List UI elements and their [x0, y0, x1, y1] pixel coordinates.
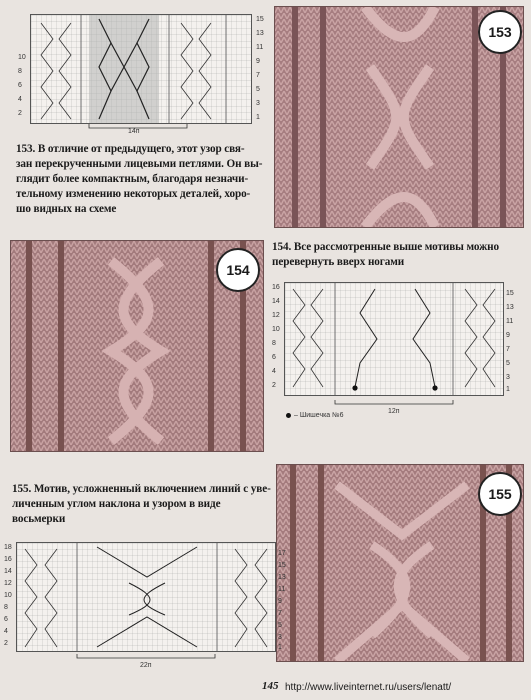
page-number: 145	[262, 680, 279, 692]
row-label: 11	[506, 318, 514, 325]
row-label: 11	[278, 586, 286, 593]
chart-154-width-label: 12п	[388, 408, 400, 415]
caption-154	[272, 240, 527, 270]
row-label: 10	[272, 326, 280, 333]
row-label: 4	[18, 96, 22, 103]
chart-155-width-bracket	[76, 654, 216, 660]
chart-153-width-bracket	[88, 124, 188, 130]
row-label: 2	[272, 382, 276, 389]
chart-154	[284, 282, 504, 396]
row-label: 9	[506, 332, 510, 339]
row-label: 3	[256, 100, 260, 107]
chart-154-row-labels-left	[272, 282, 284, 394]
caption-line: 154. Все рассмотренные выше мотивы можно	[272, 241, 499, 253]
row-label: 12	[272, 312, 280, 319]
row-label: 16	[272, 284, 280, 291]
chart-153-width-label: 14п	[128, 128, 140, 135]
caption-line: 155. Мотив, усложненный включением линий с уве-	[12, 483, 271, 495]
chart-154-legend	[286, 412, 344, 419]
row-label: 2	[18, 110, 22, 117]
row-label: 15	[256, 16, 264, 23]
row-label: 10	[4, 592, 12, 599]
row-label: 15	[278, 562, 286, 569]
row-label: 3	[506, 374, 510, 381]
row-label: 11	[256, 44, 264, 51]
row-label: 18	[4, 544, 12, 551]
row-label: 6	[18, 82, 22, 89]
row-label: 2	[4, 640, 8, 647]
bobble-stitch-icon	[286, 413, 291, 418]
chart-155	[16, 542, 276, 652]
chart-153-grid	[31, 15, 251, 123]
row-label: 7	[506, 346, 510, 353]
chart-154-row-labels-right	[506, 282, 520, 394]
row-label: 15	[506, 290, 514, 297]
chart-155-width-label: 22п	[140, 662, 152, 669]
badge-155: 155	[478, 472, 522, 516]
row-label: 17	[278, 550, 286, 557]
caption-line: тельному изменению некоторых деталей, хоро-	[16, 188, 251, 200]
row-label: 6	[4, 616, 8, 623]
chart-154-width-bracket	[334, 400, 454, 406]
row-label: 1	[256, 114, 260, 121]
row-label: 12	[4, 580, 12, 587]
row-label: 10	[18, 54, 26, 61]
caption-line: перевернуть вверх ногами	[272, 256, 405, 268]
row-label: 13	[256, 30, 264, 37]
row-label: 4	[4, 628, 8, 635]
row-label: 7	[278, 610, 282, 617]
row-label: 13	[278, 574, 286, 581]
row-label: 9	[278, 598, 282, 605]
caption-line: глядит более компактным, благодаря незначи-	[16, 173, 249, 185]
legend-text: – Шишечка №6	[294, 412, 344, 419]
row-label: 4	[272, 368, 276, 375]
row-label: 5	[256, 86, 260, 93]
chart-155-grid	[17, 543, 275, 651]
caption-155	[12, 482, 274, 527]
row-label: 14	[272, 298, 280, 305]
row-label: 6	[272, 354, 276, 361]
row-label: 7	[256, 72, 260, 79]
row-label: 8	[4, 604, 8, 611]
chart-153-row-labels-left	[18, 14, 30, 122]
chart-155-row-labels-right	[278, 542, 292, 650]
row-label: 16	[4, 556, 12, 563]
row-label: 8	[18, 68, 22, 75]
caption-line: 153. В отличие от предыдущего, этот узор свя-	[16, 143, 245, 155]
chart-153	[30, 14, 252, 124]
chart-155-row-labels-left	[4, 542, 16, 650]
badge-154: 154	[216, 248, 260, 292]
chart-154-grid	[285, 283, 503, 395]
caption-line: зан перекрученными лицевыми петлями. Он вы-	[16, 158, 263, 170]
row-label: 8	[272, 340, 276, 347]
row-label: 5	[278, 622, 282, 629]
badge-153: 153	[478, 10, 522, 54]
caption-line: личенным углом наклона и узором в виде восьмерки	[12, 498, 221, 525]
row-label: 5	[506, 360, 510, 367]
row-label: 13	[506, 304, 514, 311]
caption-153	[16, 142, 271, 217]
caption-line: шо видных на схеме	[16, 203, 117, 215]
row-label: 14	[4, 568, 12, 575]
row-label: 1	[278, 644, 282, 651]
row-label: 3	[278, 634, 282, 641]
row-label: 1	[506, 386, 510, 393]
row-label: 9	[256, 58, 260, 65]
source-url[interactable]: http://www.liveinternet.ru/users/lenatt/	[285, 682, 452, 693]
chart-153-row-labels-right	[256, 14, 270, 122]
